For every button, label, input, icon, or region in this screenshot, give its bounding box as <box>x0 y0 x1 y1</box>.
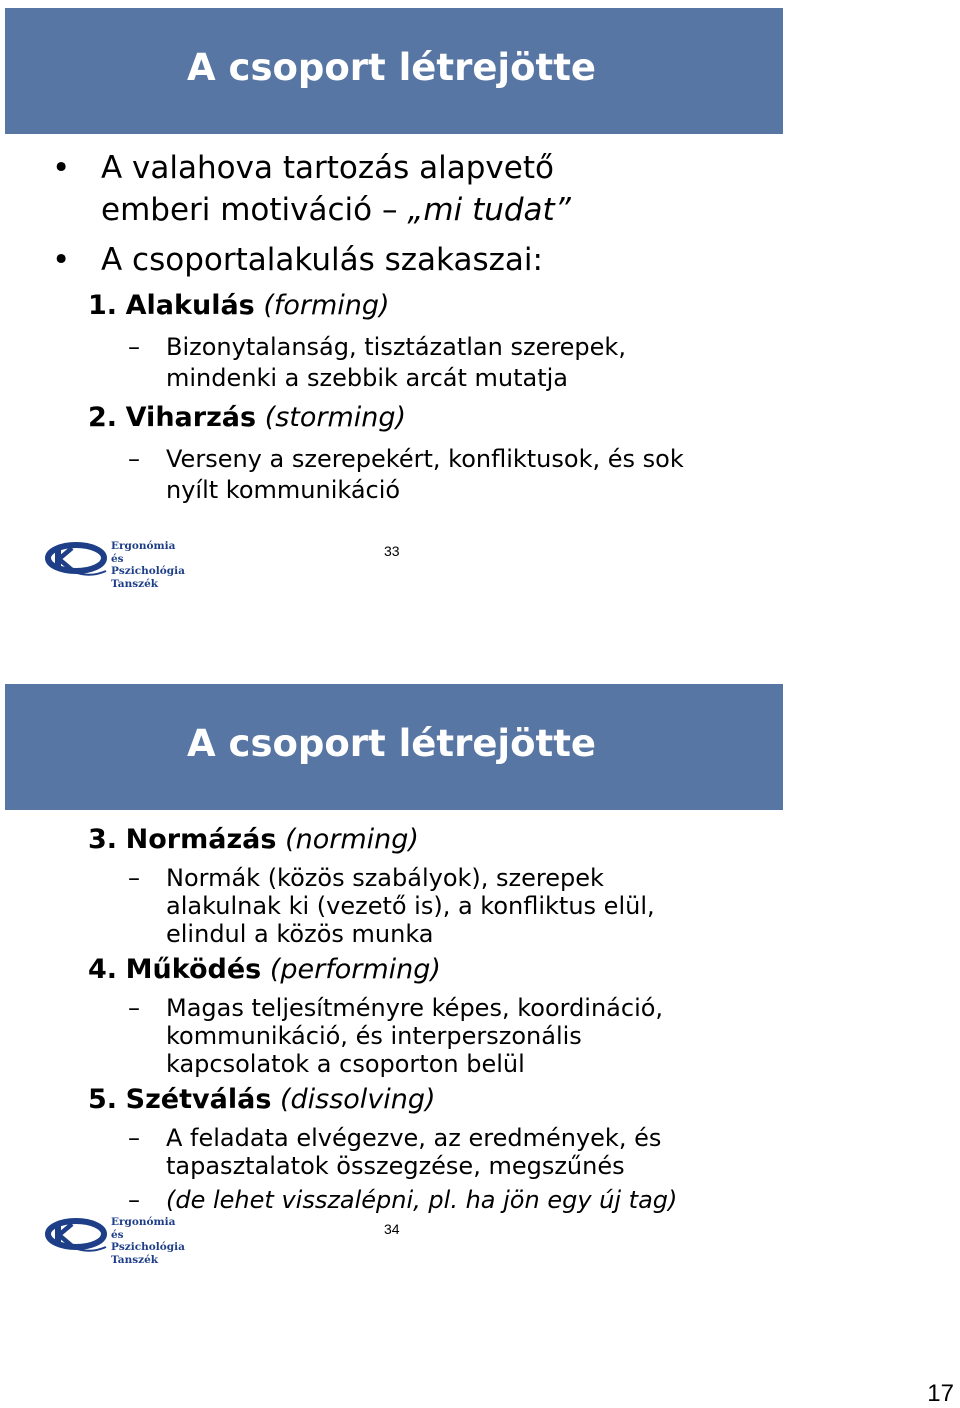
bullet-marker: • <box>52 150 71 186</box>
document-page-number: 17 <box>927 1380 954 1407</box>
slide-title: A csoport létrejötte <box>187 46 596 89</box>
stage-heading <box>88 824 419 855</box>
bullet-text: A valahova tartozás alapvető <box>101 150 554 186</box>
stage-description: Verseny a szerepekért, konfliktusok, és sok <box>166 445 684 473</box>
logo-text-line: Pszichológia <box>111 565 185 577</box>
dash-marker: – <box>128 1186 140 1214</box>
dash-marker: – <box>128 445 140 473</box>
stage-number: 4. <box>88 954 118 985</box>
stage-english: (forming) <box>263 290 390 321</box>
stage-number: 5. <box>88 1084 118 1115</box>
stage-description: tapasztalatok összegzése, megszűnés <box>166 1152 625 1180</box>
slide-page-number: 33 <box>384 543 400 559</box>
stage-name: Viharzás <box>125 402 257 433</box>
logo-emblem-icon <box>44 540 110 578</box>
logo-text-line: Ergonómia és <box>111 1216 176 1241</box>
logo-emblem-icon <box>44 1216 110 1254</box>
logo-text-line: Pszichológia <box>111 1241 185 1253</box>
stage-name: Normázás <box>125 824 277 855</box>
bullet-text-plain: emberi motiváció – <box>101 192 408 228</box>
stage-description: mindenki a szebbik arcát mutatja <box>166 364 569 392</box>
stage-name: Alakulás <box>125 290 255 321</box>
stage-name: Szétválás <box>125 1084 272 1115</box>
logo-text-line: Tanszék <box>111 577 159 590</box>
stage-heading <box>88 954 441 985</box>
title-bar <box>5 684 783 810</box>
stage-description: A feladata elvégezve, az eredmények, és <box>166 1124 662 1152</box>
stage-description: alakulnak ki (vezető is), a konfliktus elül, <box>166 892 655 920</box>
department-logo <box>44 540 185 590</box>
dash-marker: – <box>128 864 140 892</box>
stage-description: kapcsolatok a csoporton belül <box>166 1050 525 1078</box>
stage-description: elindul a közös munka <box>166 920 434 948</box>
logo-text <box>111 540 185 590</box>
stage-heading <box>88 1084 436 1115</box>
logo-text-line: Ergonómia és <box>111 540 176 565</box>
bullet-text-italic: „mi tudat” <box>407 192 571 228</box>
stage-english: (dissolving) <box>279 1084 436 1115</box>
stage-heading <box>88 290 390 321</box>
stage-description: Normák (közös szabályok), szerepek <box>166 864 604 892</box>
department-logo <box>44 1216 185 1266</box>
bullet-text: A csoportalakulás szakaszai: <box>101 242 543 278</box>
stage-english: (storming) <box>264 402 407 433</box>
stage-english: (norming) <box>285 824 419 855</box>
dash-marker: – <box>128 994 140 1022</box>
stage-number: 1. <box>88 290 118 321</box>
logo-text <box>111 1216 185 1266</box>
logo-text-line: Tanszék <box>111 1253 159 1266</box>
stage-description-note: (de lehet visszalépni, pl. ha jön egy új tag) <box>166 1186 678 1214</box>
stage-description: kommunikáció, és interperszonális <box>166 1022 582 1050</box>
dash-marker: – <box>128 1124 140 1152</box>
slide-title: A csoport létrejötte <box>187 722 596 765</box>
dash-marker: – <box>128 333 140 361</box>
slide-33 <box>0 0 960 640</box>
bullet-marker: • <box>52 242 71 278</box>
slide-page-number: 34 <box>384 1221 400 1237</box>
stage-name: Működés <box>125 954 262 985</box>
stage-number: 3. <box>88 824 118 855</box>
stage-description: Magas teljesítményre képes, koordináció, <box>166 994 664 1022</box>
slide-34 <box>0 684 960 1284</box>
stage-english: (performing) <box>269 954 441 985</box>
stage-description: nyílt kommunikáció <box>166 476 401 504</box>
stage-description: Bizonytalanság, tisztázatlan szerepek, <box>166 333 626 361</box>
stage-heading <box>88 402 406 433</box>
stage-number: 2. <box>88 402 118 433</box>
title-bar <box>5 8 783 134</box>
bullet-text-continued <box>101 192 571 228</box>
